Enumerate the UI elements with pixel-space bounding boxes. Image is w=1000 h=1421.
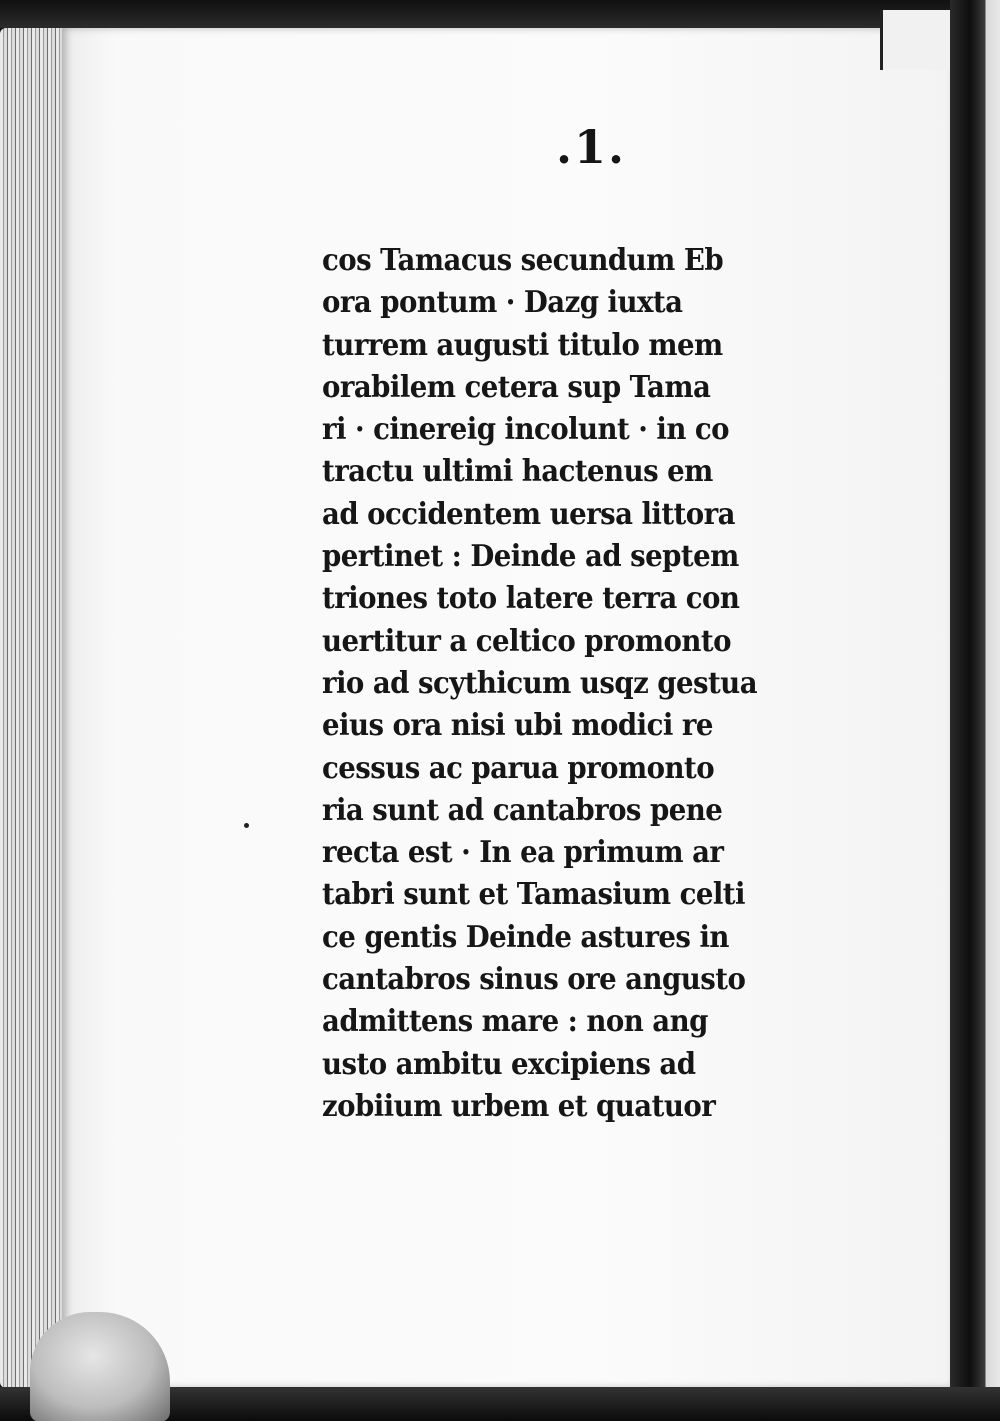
- text-line: tabri sunt et Tamasium celti: [322, 877, 745, 913]
- text-line: usto ambitu excipiens ad: [322, 1046, 696, 1082]
- ink-speck: [244, 823, 249, 828]
- handwritten-text-block: [322, 240, 842, 1128]
- text-line: ria sunt ad cantabros pene: [322, 792, 723, 828]
- text-line: tractu ultimi hactenus em: [322, 454, 713, 490]
- text-line: cos Tamacus secundum Eb: [322, 243, 724, 278]
- text-line: admittens mare : non ang: [322, 1004, 708, 1040]
- text-line: eius ora nisi ubi modici re: [322, 708, 713, 744]
- text-line: turrem augusti titulo mem: [322, 327, 723, 363]
- text-line: ora pontum · Dazg iuxta: [322, 285, 683, 321]
- folio-number: .1.: [556, 120, 627, 174]
- text-line: recta est · In ea primum ar: [322, 835, 724, 871]
- text-line: ri · cinereig incolunt · in co: [322, 412, 730, 448]
- text-line: pertinet : Deinde ad septem: [322, 539, 739, 575]
- text-line: cessus ac parua promonto: [322, 750, 715, 786]
- text-line: ce gentis Deinde astures in: [322, 919, 729, 955]
- text-line: rio ad scythicum usqz gestua: [322, 665, 758, 701]
- text-line: zobiium urbem et quatuor: [322, 1088, 716, 1124]
- top-shadow-band: [0, 0, 1000, 28]
- text-line: uertitur a celtico promonto: [322, 623, 731, 659]
- text-line: orabilem cetera sup Tama: [322, 369, 711, 405]
- facing-page-corner: [880, 10, 953, 70]
- text-line: cantabros sinus ore angusto: [322, 962, 746, 998]
- book-gutter: [950, 0, 1000, 1421]
- text-line: ad occidentem uersa littora: [322, 496, 735, 532]
- text-line: triones toto latere terra con: [322, 581, 740, 617]
